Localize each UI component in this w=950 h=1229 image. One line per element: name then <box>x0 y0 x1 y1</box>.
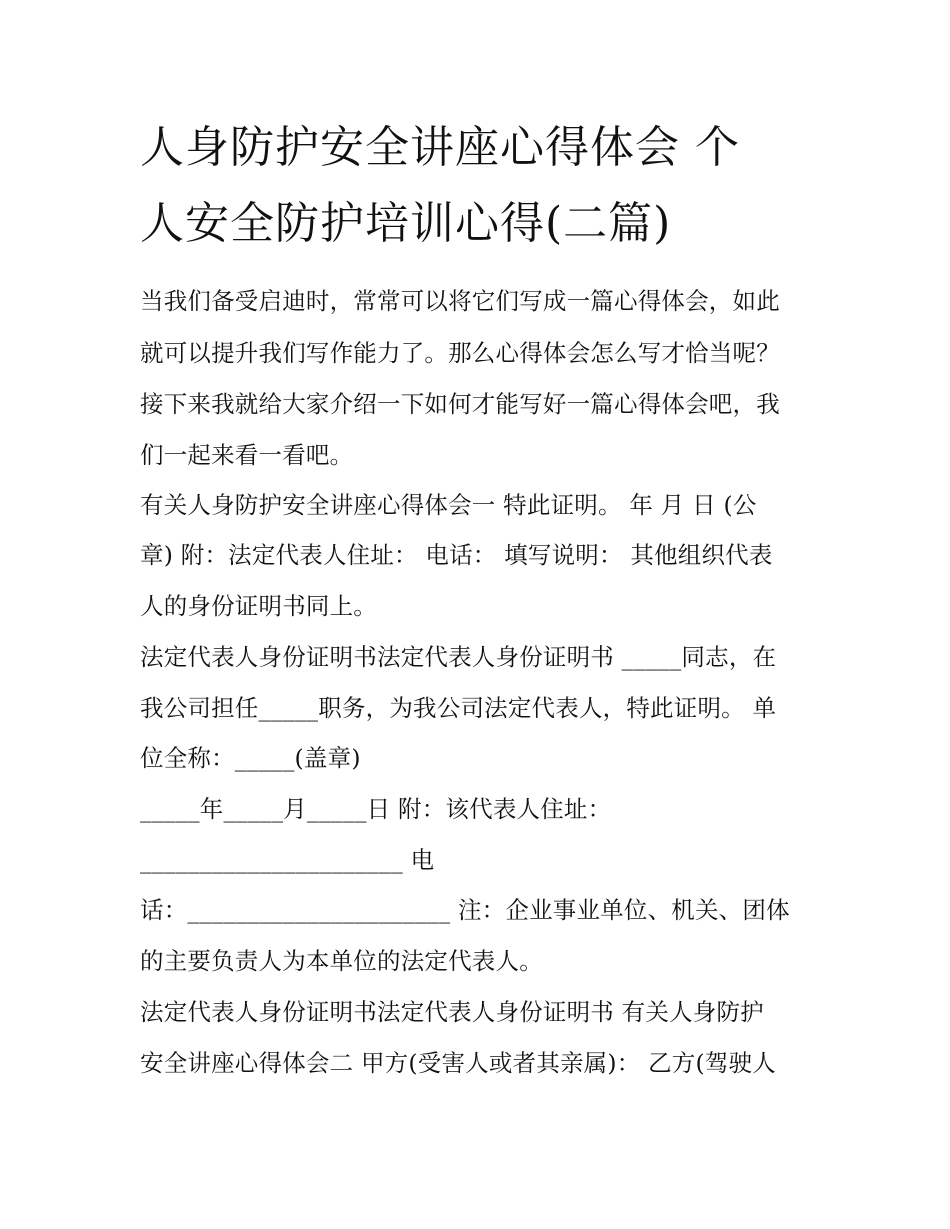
paragraph-line: ______________________ 电 <box>140 846 435 874</box>
paragraph-line: 们一起来看一看吧。 <box>140 441 354 469</box>
paragraph-line: 位全称：_____(盖章) <box>140 744 361 772</box>
document-title-line-1: 人身防护安全讲座心得体会 个 <box>140 122 740 173</box>
paragraph-line: 的主要负责人为本单位的法定代表人。 <box>140 947 543 975</box>
document-title-line-2: 人安全防护培训心得(二篇) <box>140 198 672 249</box>
paragraph-line: 接下来我就给大家介绍一下如何才能写好一篇心得体会吧，我 <box>140 390 780 418</box>
paragraph-line: 法定代表人身份证明书法定代表人身份证明书 有关人身防护 <box>140 998 764 1026</box>
paragraph-line: 话：______________________ 注：企业事业单位、机关、团体 <box>140 896 790 924</box>
paragraph-line: 有关人身防护安全讲座心得体会一 特此证明。 年 月 日 (公 <box>140 491 757 519</box>
paragraph-line: 我公司担任_____职务，为我公司法定代表人，特此证明。 单 <box>140 694 777 722</box>
paragraph-line: 安全讲座心得体会二 甲方(受害人或者其亲属)： 乙方(驾驶人 <box>140 1049 776 1077</box>
paragraph-line: _____年_____月_____日 附：该代表人住址： <box>140 795 612 823</box>
paragraph-line: 就可以提升我们写作能力了。那么心得体会怎么写才恰当呢？ <box>140 339 780 367</box>
paragraph-line: 法定代表人身份证明书法定代表人身份证明书 _____同志，在 <box>140 643 777 671</box>
paragraph-line: 章) 附：法定代表人住址： 电话： 填写说明： 其他组织代表 <box>140 541 773 569</box>
paragraph-line: 人的身份证明书同上。 <box>140 592 377 620</box>
paragraph-line: 当我们备受启迪时，常常可以将它们写成一篇心得体会，如此 <box>140 287 780 315</box>
